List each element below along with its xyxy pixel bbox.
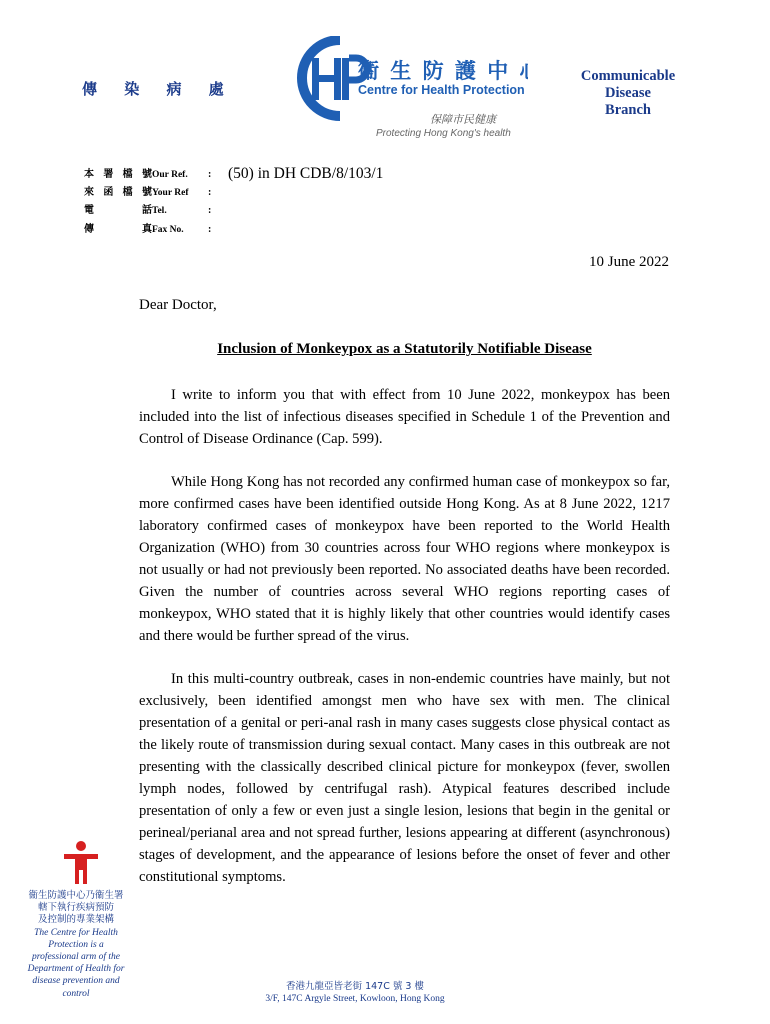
arm-line-zh: 轄下執行疾病預防 (37, 902, 114, 914)
ref-row-your-ref (84, 183, 383, 202)
logo-slogan-zh: 保障市民健康 (430, 113, 496, 126)
arm-line-zh: 及控制的專業架構 (37, 914, 114, 926)
ref-colon: : (208, 205, 212, 216)
logo-name-en: Centre for Health Protection (358, 83, 525, 97)
logo-slogan-en: Protecting Hong Kong's health (376, 128, 511, 139)
ref-colon: : (208, 186, 212, 198)
chp-logo-icon (278, 36, 528, 140)
ref-label-zh: 電 話 (84, 205, 152, 216)
arm-line-en: control (62, 988, 90, 999)
body-paragraph: While Hong Kong has not recorded any confirmed human case of monkeypox so far, more confirmed cases have been identified outside Hong Kong. As at 8 June 2022, 1217 laboratory confirmed cases of monkeypox have been reported to the World Health Organization (WHO) from 30 countries across four WHO regions where monkeypox is not usually or had not previously been reported. No associated deaths have been recorded. Given the number of countries across several WHO regions reporting cases of monkeypox, WHO stated that it is highly likely that other countries would identify cases and there would be further spread of the virus. (139, 474, 670, 644)
branch-line: Disease (605, 85, 651, 101)
ref-colon: : (208, 169, 212, 180)
ref-label-en: Fax No. (152, 224, 184, 235)
ref-value: (50) in DH CDB/8/103/1 (228, 165, 384, 182)
reference-block (84, 164, 383, 238)
ref-row-tel (84, 201, 383, 220)
arm-line-en: Protection is a (48, 939, 104, 950)
ref-label-zh: 傳 真 (84, 223, 152, 235)
ref-row-fax (84, 220, 383, 239)
arm-statement (18, 890, 134, 1000)
branch-line: Communicable (580, 68, 676, 84)
ref-row-our-ref (84, 164, 383, 183)
logo-name-zh: 衞 生 防 護 中 心 (358, 59, 528, 83)
ref-label-zh: 本 署 檔 號 (84, 169, 152, 180)
letter-date: 10 June 2022 (589, 254, 669, 270)
letter-subject: Inclusion of Monkeypox as a Statutorily Notifiable Disease (217, 341, 592, 357)
address-zh: 香港九龍亞皆老街 147C 號 3 樓 (286, 981, 424, 992)
ref-label-en: Your Ref (152, 187, 189, 198)
ref-colon: : (208, 223, 212, 235)
ref-label-en: Our Ref. (152, 170, 188, 180)
address-en: 3/F, 147C Argyle Street, Kowloon, Hong Kong (265, 994, 445, 1004)
salutation: Dear Doctor, (139, 297, 217, 313)
arm-line-en: professional arm of the (31, 952, 121, 963)
branch-line: Branch (605, 102, 651, 118)
body-paragraph: In this multi-country outbreak, cases in non-endemic countries have mainly, but not exclusively, been identified amongst men who have sex with men. The clinical presentation of a genital or peri-anal rash in many cases suggests close physical contact as the likely route of transmission during sexual contact. Many cases in this outbreak are not presenting with the classically described clinical picture for monkeypox (fever, swollen lymph nodes, followed by centrifugal rash). Atypical features described include presentation of only a few or even just a single lesion, lesions that begin in the genital or perineal/perianal area and not spread further, lesions appearing at different (asynchronous) stages of development, and the appearance of lesions before the onset of fever and other constitutional symptoms. (139, 671, 670, 885)
chp-logo (278, 36, 528, 140)
ref-label-en: Tel. (152, 206, 167, 216)
branch-name (568, 68, 688, 119)
body-paragraph: I write to inform you that with effect from 10 June 2022, monkeypox has been included into the list of infectious diseases specified in Schedule 1 of the Prevention and Control of Disease Ordinance (Cap. 599). (139, 387, 670, 447)
arm-line-en: Department of Health for (27, 964, 125, 975)
letter-body (139, 384, 670, 909)
arm-line-zh: 衞生防護中心乃衞生署 (28, 890, 124, 901)
footer-address (200, 980, 510, 1006)
arm-line-en: disease prevention and (32, 976, 120, 987)
ref-label-zh: 來 函 檔 號 (84, 186, 152, 198)
department-name-zh: 傳 染 病 處 (82, 80, 235, 98)
health-mascot-icon (62, 840, 100, 884)
arm-line-en: The Centre for Health (34, 927, 118, 938)
